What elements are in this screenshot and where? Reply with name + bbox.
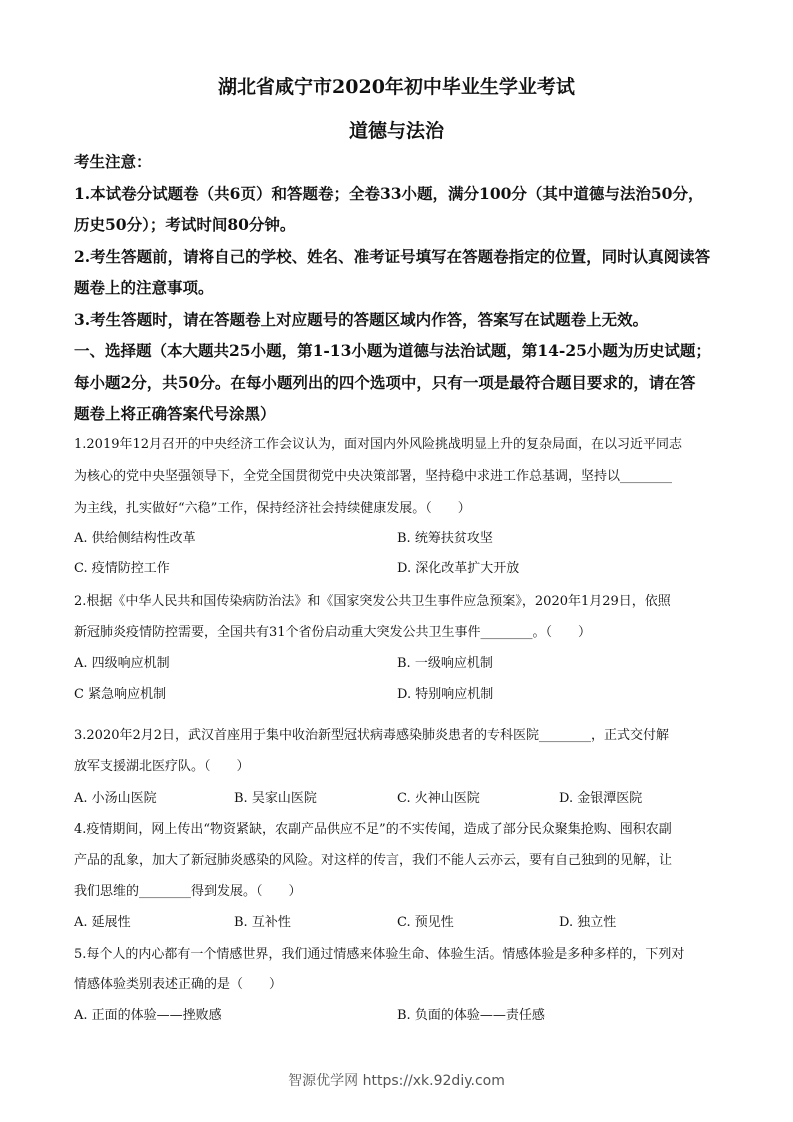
question-5-line: 5.每个人的内心都有一个情感世界，我们通过情感来体验生命、体验生活。情感体验是多种多样的，下列对 <box>74 947 685 962</box>
notice-line: 历史50分）；考试时间80分钟。 <box>74 215 296 234</box>
question-4-line: 我们思维的________得到发展。（ ） <box>74 884 302 899</box>
question-1-option-a: A. 供给侧结构性改革 <box>74 531 196 546</box>
question-4-option-c: C. 预见性 <box>397 915 454 930</box>
question-4-line: 4.疫情期间，网上传出“物资紧缺，农副产品供应不足”的不实传闻，造成了部分民众聚集抢购、囤积农副 <box>74 822 672 837</box>
notice-line: 2.考生答题前，请将自己的学校、姓名、准考证号填写在答题卷指定的位置，同时认真阅读答 <box>74 247 711 266</box>
footer-watermark: 智源优学网 https://xk.92diy.com <box>288 1073 505 1089</box>
notice-line: 3.考生答题时，请在答题卷上对应题号的答题区域内作答，答案写在试题卷上无效。 <box>74 310 649 329</box>
question-3-line: 放军支援湖北医疗队。（ ） <box>74 759 250 774</box>
question-1-line: 为核心的党中央坚强领导下，全党全国贯彻党中央决策部署，坚持稳中求进工作总基调，坚持以________ <box>74 469 673 484</box>
question-2-option-d: D. 特别响应机制 <box>397 687 494 702</box>
question-1-option-d: D. 深化改革扩大开放 <box>397 561 520 576</box>
question-1-option-b: B. 统筹扶贫攻坚 <box>397 531 493 546</box>
question-3-line: 3.2020年2月2日，武汉首座用于集中收治新型冠状病毒感染肺炎患者的专科医院________，正式交付解 <box>74 728 670 743</box>
section-line: 每小题2分，共50分。在每小题列出的四个选项中，只有一项是最符合题目要求的，请在答 <box>74 373 696 392</box>
exam-title: 湖北省咸宁市2020年初中毕业生学业考试 <box>218 76 575 98</box>
question-2-line: 2.根据《中华人民共和国传染病防治法》和《国家突发公共卫生事件应急预案》，2020年1月29日，依照 <box>74 594 671 609</box>
section-line: 一、选择题（本大题共25小题，第1-13小题为道德与法治试题，第14-25小题为历史试题； <box>74 341 711 360</box>
question-4-option-d: D. 独立性 <box>559 915 617 930</box>
notice-line: 1.本试卷分试题卷（共6页）和答题卷；全卷33小题，满分100分（其中道德与法治50分， <box>74 184 704 203</box>
question-1-line: 为主线，扎实做好“六稳”工作，保持经济社会持续健康发展。（ ） <box>74 501 471 516</box>
question-5-option-a: A. 正面的体验——挫败感 <box>74 1008 222 1023</box>
question-5-line: 情感体验类别表述正确的是（ ） <box>74 977 283 992</box>
question-3-option-c: C. 火神山医院 <box>397 791 480 806</box>
question-3-option-a: A. 小汤山医院 <box>74 791 157 806</box>
question-5-option-b: B. 负面的体验——责任感 <box>397 1008 545 1023</box>
question-4-option-a: A. 延展性 <box>74 915 131 930</box>
question-4-line: 产品的乱象，加大了新冠肺炎感染的风险。对这样的传言，我们不能人云亦云，要有自己独到的见解，让 <box>74 853 673 868</box>
question-2-option-c: C 紧急响应机制 <box>74 687 167 702</box>
notice-line: 题卷上的注意事项。 <box>74 278 214 297</box>
section-line: 题卷上将正确答案代号涂黑） <box>74 404 276 423</box>
notice-heading: 考生注意： <box>74 152 152 171</box>
question-3-option-b: B. 吴家山医院 <box>234 791 317 806</box>
question-4-option-b: B. 互补性 <box>234 915 291 930</box>
question-1-line: 1.2019年12月召开的中央经济工作会议认为，面对国内外风险挑战明显上升的复杂局面，在以习近平同志 <box>74 437 683 452</box>
question-2-line: 新冠肺炎疫情防控需要，全国共有31个省份启动重大突发公共卫生事件________。（ ） <box>74 625 592 640</box>
exam-subject: 道德与法治 <box>348 120 444 142</box>
question-2-option-a: A. 四级响应机制 <box>74 656 170 671</box>
question-3-option-d: D. 金银潭医院 <box>559 791 643 806</box>
question-1-option-c: C. 疫情防控工作 <box>74 561 170 576</box>
question-2-option-b: B. 一级响应机制 <box>397 656 493 671</box>
